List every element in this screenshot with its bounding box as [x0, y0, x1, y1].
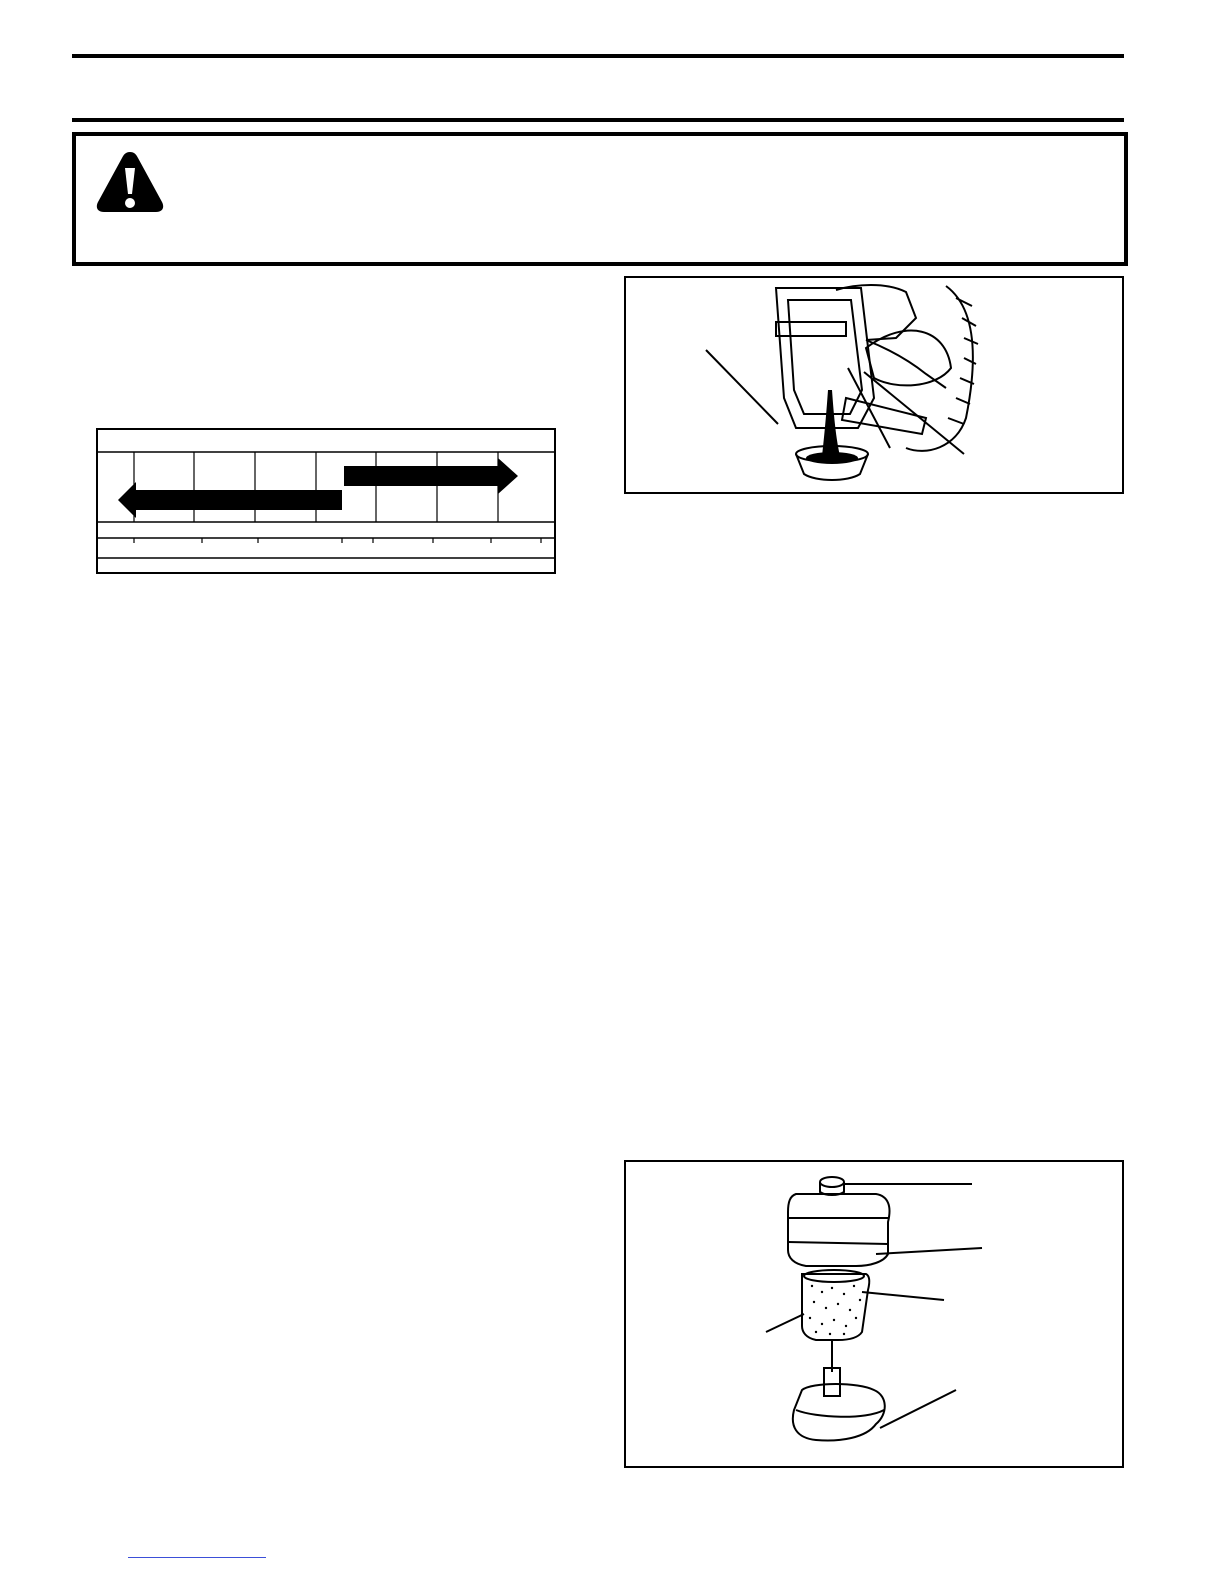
- footer-link-underline[interactable]: [128, 1557, 266, 1558]
- warning-box: [72, 132, 1128, 266]
- oil-drain-illustration: [626, 278, 1122, 492]
- oil-chart-graphic: [98, 430, 554, 572]
- warning-triangle-icon: [94, 148, 166, 216]
- callout-line-base: [880, 1390, 956, 1428]
- right-arrow: [344, 458, 518, 494]
- callout-line-cover: [876, 1248, 982, 1254]
- callout-line-foam: [766, 1314, 804, 1332]
- header-rule-bottom: [72, 118, 1124, 122]
- left-arrow: [118, 482, 342, 518]
- oil-temperature-chart: [96, 428, 556, 574]
- oil-drain-figure: [624, 276, 1124, 494]
- callout-line-element: [862, 1292, 944, 1300]
- header-rule-top: [72, 54, 1124, 58]
- air-filter-illustration: [626, 1162, 1122, 1466]
- air-filter-figure: [624, 1160, 1124, 1468]
- callout-line-1: [706, 350, 778, 424]
